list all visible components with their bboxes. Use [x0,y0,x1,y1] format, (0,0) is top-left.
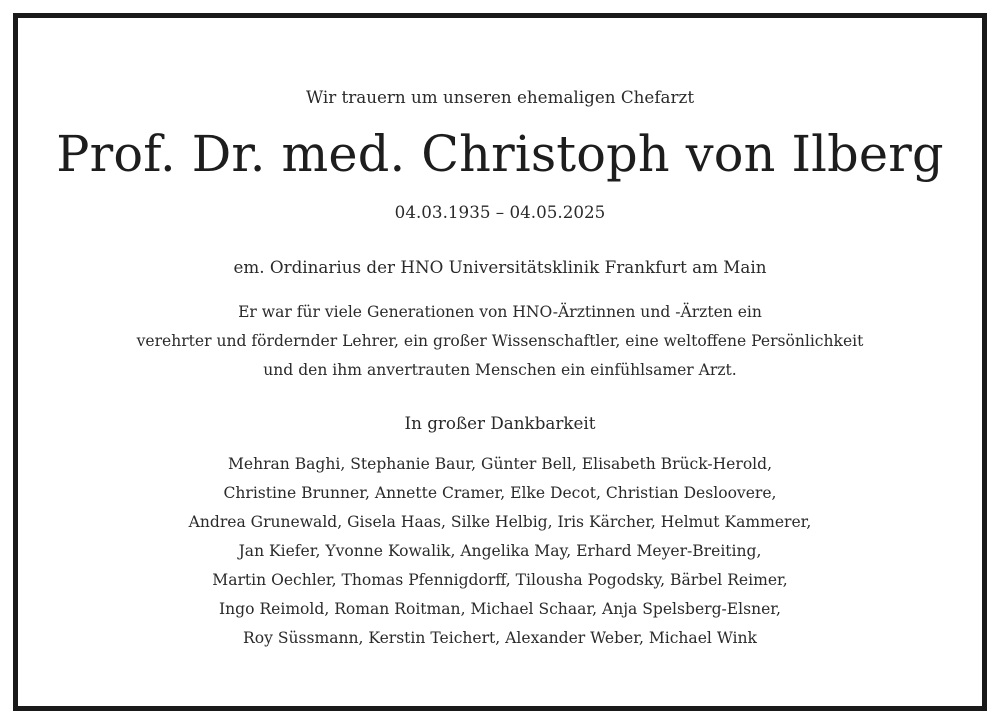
thanks-line: In großer Dankbarkeit [404,413,596,433]
intro-line: Wir trauern um unseren ehemaligen Chefarzt [305,87,695,107]
mourners-line: Christine Brunner, Annette Cramer, Elke Decot, Christian Desloovere, [223,484,777,502]
deceased-name: Prof. Dr. med. Christoph von Ilberg [56,125,944,183]
tribute-text [0,298,1000,385]
tribute-line: verehrter und fördernder Lehrer, ein großer Wissenschaftler, eine weltoffene Persönlichkeit [136,332,864,350]
mourners-line: Jan Kiefer, Yvonne Kowalik, Angelika May, Erhard Meyer-Breiting, [238,542,762,560]
life-dates: 04.03.1935 – 04.05.2025 [394,202,606,222]
mourners-line: Martin Oechler, Thomas Pfennigdorff, Tilousha Pogodsky, Bärbel Reimer, [212,571,788,589]
tribute-line: und den ihm anvertrauten Menschen ein einfühlsamer Arzt. [263,361,737,379]
tribute-line: Er war für viele Generationen von HNO-Ärztinnen und -Ärzten ein [238,303,762,321]
mourners-line: Andrea Grunewald, Gisela Haas, Silke Helbig, Iris Kärcher, Helmut Kammerer, [188,513,812,531]
mourners-line: Roy Süssmann, Kerstin Teichert, Alexander Weber, Michael Wink [243,629,757,647]
role-line: em. Ordinarius der HNO Universitätsklinik Frankfurt am Main [233,257,767,277]
mourners-line: Ingo Reimold, Roman Roitman, Michael Schaar, Anja Spelsberg-Elsner, [219,600,781,618]
mourners-list [0,450,1000,653]
mourners-line: Mehran Baghi, Stephanie Baur, Günter Bell, Elisabeth Brück-Herold, [227,455,773,473]
